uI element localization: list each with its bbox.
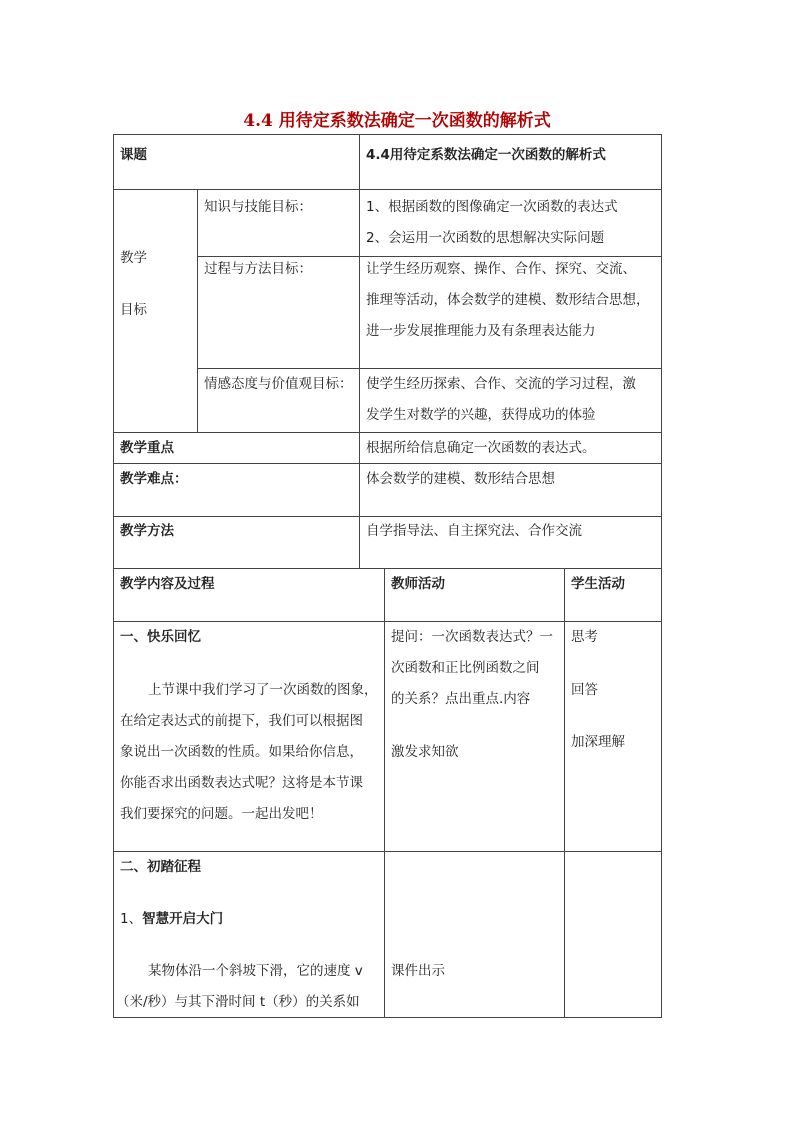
table-rule <box>359 134 360 569</box>
teacher-activity-line: 激发求知欲 <box>391 744 459 760</box>
process-objective-line: 让学生经历观察、操作、合作、探究、交流、 <box>366 261 636 277</box>
table-border-right <box>661 134 662 1018</box>
teacher-activity-line: 的关系？点出重点.内容 <box>391 691 531 707</box>
teacher-activity-line: 提问：一次函数表达式？一 <box>391 629 553 645</box>
table-rule <box>564 568 565 1018</box>
table-border-left <box>113 134 114 1018</box>
emotion-objective-line: 使学生经历探索、合作、交流的学习过程，激 <box>366 376 636 392</box>
page-title: 4.4 用待定系数法确定一次函数的解析式 <box>243 111 551 131</box>
table-rule <box>197 189 198 433</box>
emotion-objective-label: 情感态度与价值观目标： <box>204 376 353 392</box>
objectives-label-line2: 目标 <box>120 302 147 318</box>
table-border-top <box>113 134 662 135</box>
section-paragraph-line: 上节课中我们学习了一次函数的图象， <box>148 682 378 698</box>
process-objective-line: 推理等活动，体会数学的建模、数形结合思想， <box>366 292 650 308</box>
section-heading: 一、快乐回忆 <box>120 629 201 645</box>
knowledge-objective-label: 知识与技能目标： <box>204 199 312 215</box>
knowledge-objective-line: 1、根据函数的图像确定一次函数的表达式 <box>366 199 618 215</box>
process-objective-label: 过程与方法目标： <box>204 261 312 277</box>
emotion-objective-line: 发学生对数学的兴趣，获得成功的体验 <box>366 407 596 423</box>
teacher-column-header: 教师活动 <box>391 576 445 592</box>
section-paragraph-line: 我们要探究的问题。一起出发吧！ <box>120 806 323 822</box>
method-label: 教学方法 <box>120 523 174 539</box>
table-rule <box>113 189 662 190</box>
student-activity-line: 回答 <box>571 682 598 698</box>
subsection-title: 智慧开启大门 <box>142 911 224 927</box>
knowledge-objective-line: 2、会运用一次函数的思想解决实际问题 <box>366 230 605 246</box>
method-value: 自学指导法、自主探究法、合作交流 <box>366 523 582 539</box>
topic-value: 4.4用待定系数法确定一次函数的解析式 <box>366 147 606 163</box>
content-column-header: 教学内容及过程 <box>120 576 215 592</box>
process-objective-line: 进一步发展推理能力及有条理表达能力 <box>366 323 596 339</box>
subsection-heading <box>120 904 223 935</box>
key-point-value: 根据所给信息确定一次函数的表达式。 <box>366 440 596 456</box>
section-paragraph-line: 象说出一次函数的性质。如果给你信息， <box>120 744 363 760</box>
difficulty-label: 教学难点： <box>120 471 188 487</box>
student-activity-line: 加深理解 <box>571 734 625 750</box>
student-activity-line: 思考 <box>571 629 598 645</box>
topic-label: 课题 <box>120 147 147 163</box>
section-paragraph-line: 你能否求出函数表达式呢？这将是本节课 <box>120 775 363 791</box>
teacher-activity-line: 次函数和正比例函数之间 <box>391 660 540 676</box>
table-rule <box>384 568 385 1018</box>
section-heading: 二、初踏征程 <box>120 859 201 875</box>
key-point-label: 教学重点 <box>120 440 174 456</box>
subsection-number: 1、 <box>120 911 143 927</box>
section-paragraph-line: 某物体沿一个斜坡下滑，它的速度 v <box>148 963 363 979</box>
difficulty-value: 体会数学的建模、数形结合思想 <box>366 471 555 487</box>
section-paragraph-line: （米/秒）与其下滑时间 t（秒）的关系如 <box>116 994 360 1010</box>
teacher-activity-line: 课件出示 <box>391 963 445 979</box>
section-paragraph-line: 在给定表达式的前提下，我们可以根据图 <box>120 713 363 729</box>
student-column-header: 学生活动 <box>571 576 625 592</box>
objectives-label-line1: 教学 <box>120 250 147 266</box>
